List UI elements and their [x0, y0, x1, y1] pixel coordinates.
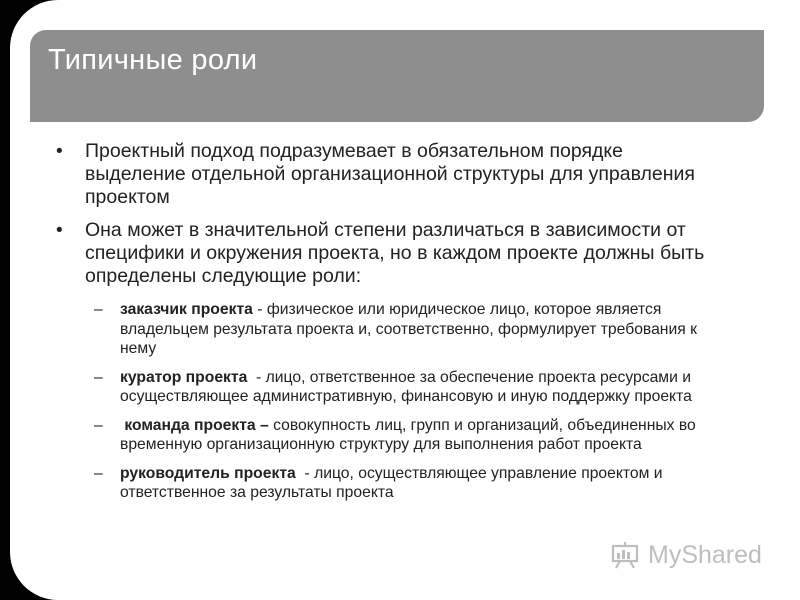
- role-separator: -: [295, 464, 315, 482]
- bullet-text: Она может в значительной степени различаться в зависимости от специфики и окружения проекта, но в каждом проекте должны быть определены следующие роли:: [85, 219, 705, 287]
- role-description: физическое или юридическое лицо, которое является владельцем результата проекта и, соответственно, формулирует требования к нему: [120, 301, 697, 357]
- slide-title: Типичные роли: [48, 44, 258, 76]
- slide: [10, 0, 800, 600]
- watermark-text: MyShared: [648, 540, 762, 569]
- role-description: лицо, ответственное за обеспечение проекта ресурсами и осуществляющее административную, финансовую и иную поддержку проекта: [120, 368, 692, 405]
- bullet-text: Проектный подход подразумевает в обязательном порядке выделение отдельной организационной структуры для управления проектом: [85, 140, 695, 208]
- slide-content: [10, 140, 800, 512]
- role-separator: -: [247, 368, 266, 386]
- role-item-manager: [10, 464, 712, 503]
- role-term: куратор проекта: [120, 368, 248, 386]
- bullet-dot: •: [56, 141, 63, 162]
- role-dash: –: [94, 464, 103, 482]
- role-dash: –: [94, 368, 103, 386]
- bullet-item: [10, 140, 725, 209]
- role-description: совокупность лиц, групп и организаций, объединенных во временную организационную структуру для выполнения работ проекта: [120, 416, 696, 453]
- bullet-dot: •: [56, 220, 63, 241]
- bullet-item: [10, 219, 725, 288]
- role-term: заказчик проекта: [120, 301, 253, 318]
- role-dash: –: [94, 301, 103, 318]
- role-term: команда проекта –: [124, 416, 269, 434]
- role-description: лицо, осуществляющее управление проектом и ответственное за результаты проекта: [120, 464, 672, 501]
- role-term: руководитель проекта: [120, 464, 296, 482]
- presentation-board-icon: [610, 540, 640, 570]
- role-dash: –: [94, 416, 103, 434]
- role-separator: -: [252, 301, 267, 318]
- role-item-customer: [10, 300, 712, 359]
- watermark: [610, 539, 762, 571]
- role-item-team: [10, 416, 712, 455]
- role-item-curator: [10, 368, 712, 407]
